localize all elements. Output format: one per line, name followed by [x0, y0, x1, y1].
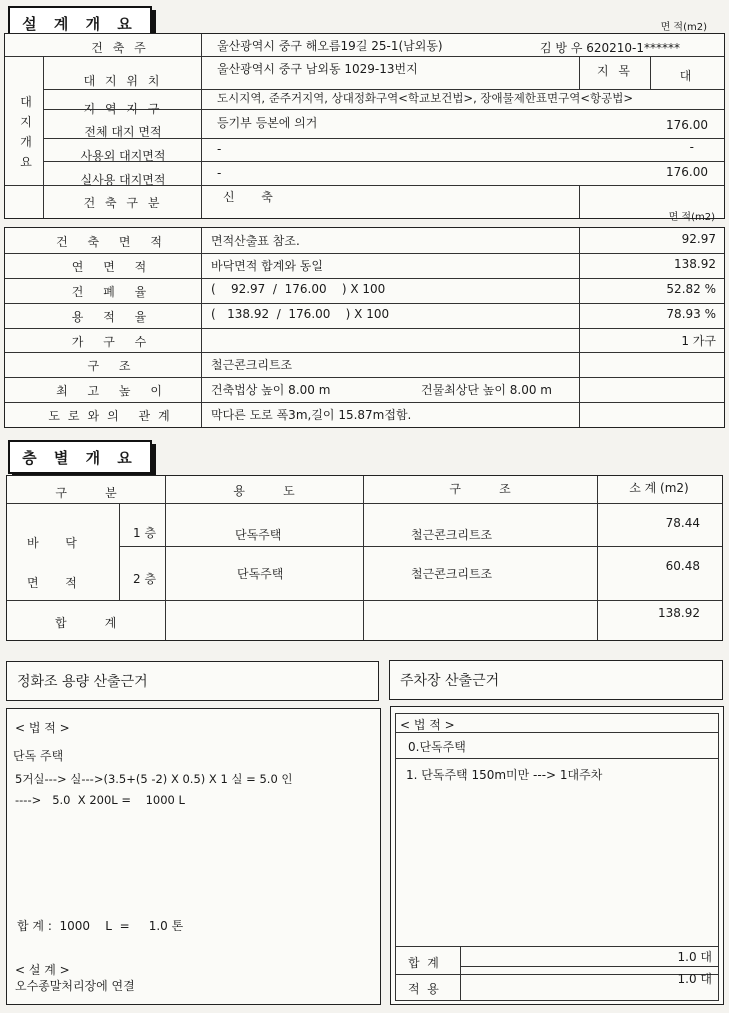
zoning-label: 지 역 지 구	[83, 102, 163, 116]
building-owner-name: 김 방 우 620210-1******	[540, 41, 680, 55]
site-group-label: 대 지 개 요	[20, 95, 32, 169]
septic-design-value: 오수종말처리장에 연결	[15, 979, 135, 993]
site-overview-table	[4, 33, 725, 219]
summary-row-label: 용 적 율	[71, 309, 155, 324]
actual-area-value: 176.00	[666, 165, 708, 179]
summary-row-note: 막다른 도로 폭3m,길이 15.87m접함.	[211, 408, 412, 423]
summary-row-label: 가 구 수	[71, 334, 155, 349]
parking-sum-value: 1.0 대	[677, 950, 712, 964]
septic-legal-label: < 법 적 >	[15, 721, 70, 735]
summary-row-note-2: 건물최상단 높이 8.00 m	[421, 383, 552, 398]
septic-calc-panel	[6, 708, 381, 1005]
summary-row-label: 연 면 적	[71, 259, 155, 274]
summary-row-label: 구 조	[87, 359, 139, 374]
parking-sum-label: 합 계	[408, 956, 439, 970]
parking-calc-title: 주차장 산출근거	[389, 660, 723, 700]
design-overview-title: 설 계 개 요	[8, 6, 152, 40]
zoning-value: 도시지역, 준주거지역, 상대정화구역<학교보건법>, 장애물제한표면구역<항공법>	[217, 91, 633, 105]
floor-total-value: 138.92	[658, 606, 700, 620]
floor-1-label: 1 층	[133, 526, 157, 540]
building-owner-label: 건 축 주	[91, 41, 149, 55]
septic-line-1: 5거실---> 실--->(3.5+(5 -2) X 0.5) X 1 실 = 5.0 인	[15, 772, 293, 786]
parking-applied-label: 적 용	[408, 982, 439, 996]
summary-row-note: 건축법상 높이 8.00 m	[211, 383, 331, 398]
parking-type: 0.단독주택	[408, 740, 466, 754]
parking-calc-panel	[390, 706, 724, 1005]
site-location-label: 대 지 위 치	[83, 74, 163, 88]
septic-design-label: < 설 계 >	[15, 963, 70, 977]
excluded-area-value: -	[689, 140, 694, 154]
parking-line-1: 1. 단독주택 150m미만 ---> 1대주차	[406, 768, 603, 782]
summary-row-value: 78.93 %	[666, 306, 716, 321]
summary-row-note: 바닥면적 합계와 동일	[211, 258, 323, 273]
building-owner-address: 울산광역시 중구 해오름19길 25-1(남외동)	[217, 39, 443, 53]
septic-line-2: ----> 5.0 X 200L = 1000 L	[15, 793, 185, 807]
summary-row-value: 92.97	[681, 232, 716, 246]
excluded-area-label: 사용외 대지면적	[80, 149, 166, 163]
floor-2-label: 2 층	[133, 572, 157, 586]
actual-area-note: -	[217, 166, 222, 180]
floor-overview-title: 층 별 개 요	[8, 440, 152, 474]
floor-area-label-2: 면 적	[27, 576, 77, 590]
parking-applied-value: 1.0 대	[677, 972, 712, 986]
parking-legal-label: < 법 적 >	[400, 718, 455, 732]
summary-row-note: 면적산출표 참조.	[211, 234, 300, 248]
floor-header-div: 구 분	[55, 486, 117, 500]
summary-row-note: ( 92.97 / 176.00 ) X 100	[211, 281, 386, 296]
septic-calc-title: 정화조 용량 산출근거	[6, 661, 379, 701]
floor-2-area: 60.48	[665, 559, 700, 573]
land-category-label: 지 목	[597, 64, 633, 78]
summary-row-label: 최 고 높 이	[56, 384, 170, 399]
floor-header-structure: 구 조	[449, 482, 511, 496]
summary-row-value: 1 가구	[681, 333, 716, 348]
excluded-area-note: -	[217, 142, 222, 156]
floor-1-use: 단독주택	[235, 528, 282, 542]
area-unit-label-top: 면 적(m2)	[660, 22, 707, 33]
parking-inner-frame	[395, 713, 719, 1001]
septic-type: 단독 주택	[13, 749, 64, 763]
total-site-area-note: 등기부 등본에 의거	[217, 116, 318, 130]
site-location-value: 울산광역시 중구 남외동 1029-13번지	[217, 62, 418, 76]
total-site-area-value: 176.00	[666, 118, 708, 132]
construction-type-label: 건 축 구 분	[83, 196, 163, 210]
total-site-area-label: 전체 대지 면적	[84, 125, 162, 139]
construction-type-value: 신 축	[223, 190, 273, 204]
summary-row-value: 52.82 %	[666, 281, 716, 296]
summary-row-value: 138.92	[674, 256, 716, 271]
floor-overview-table	[6, 475, 723, 641]
summary-row-label: 건 폐 율	[71, 284, 155, 299]
area-unit-label-mid: 면 적(m2)	[668, 212, 715, 223]
floor-2-structure: 철근콘크리트조	[411, 567, 493, 581]
land-category-value: 대	[679, 69, 695, 83]
floor-1-structure: 철근콘크리트조	[411, 528, 493, 542]
building-summary-table	[4, 227, 725, 428]
summary-row-label: 도로와의 관계	[48, 409, 178, 424]
floor-2-use: 단독주택	[237, 567, 284, 581]
septic-sum: 합 계 : 1000 L = 1.0 톤	[17, 919, 184, 933]
actual-area-label: 실사용 대지면적	[80, 173, 166, 187]
summary-row-note: 철근콘크리트조	[211, 358, 293, 373]
floor-header-subtotal: 소 계 (m2)	[629, 481, 689, 495]
summary-row-label: 건 축 면 적	[56, 235, 170, 249]
floor-header-use: 용 도	[233, 484, 295, 498]
floor-1-area: 78.44	[665, 516, 700, 530]
floor-total-label: 합 계	[55, 616, 117, 630]
floor-area-label-1: 바 닥	[27, 536, 77, 550]
summary-row-note: ( 138.92 / 176.00 ) X 100	[211, 306, 390, 321]
